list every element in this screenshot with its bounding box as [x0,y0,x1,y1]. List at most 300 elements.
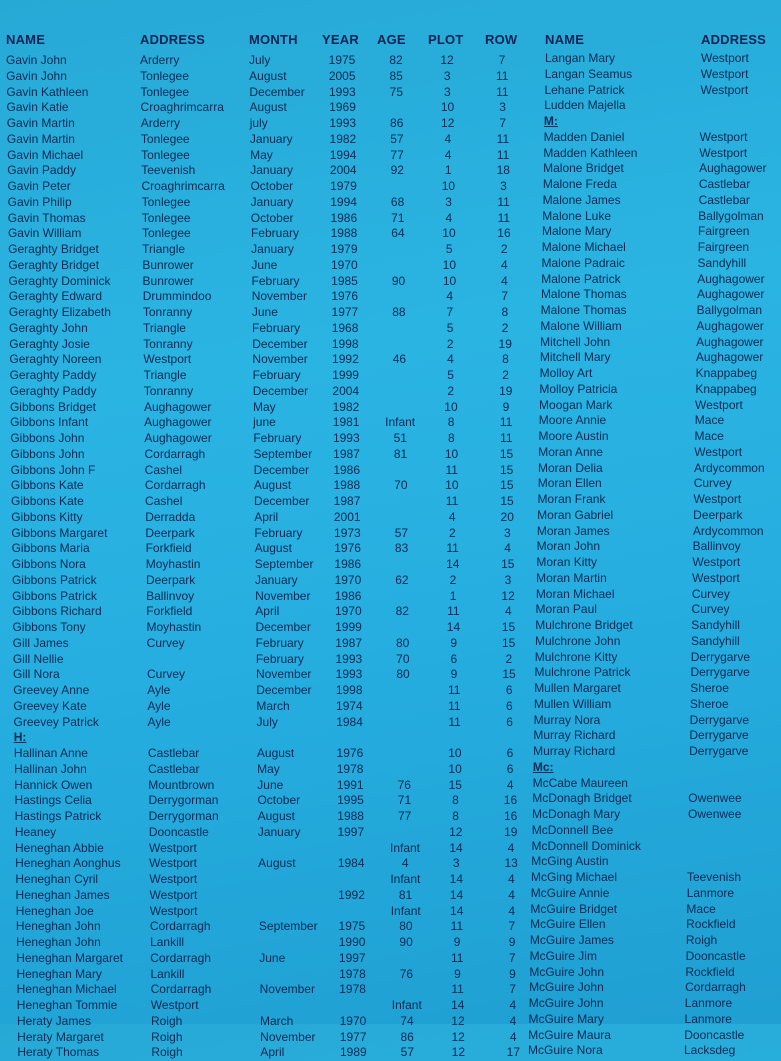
cell-row: 15 [501,635,516,650]
cell-row: 4 [509,1013,517,1028]
cell-row: 12 [501,588,515,603]
cell-age: 80 [395,635,410,650]
cell-month: August [258,856,296,871]
cell-address: Cordarragh [150,982,212,997]
cell-age: 85 [389,68,403,83]
right-table-row [0,681,781,697]
cell-name: McGuire Mary [528,1011,604,1026]
right-table-row [0,980,781,996]
cell-name: Murray Richard [533,728,616,743]
right-table-row [0,886,781,902]
cell-name: Mitchell Mary [539,350,611,365]
cell-address: Drummindoo [142,289,212,304]
right-table-row [0,539,781,555]
cell-name: Malone Thomas [540,303,627,317]
right-table-row [0,177,781,193]
cell-age: Infant [391,998,422,1012]
cell-plot: 4 [445,210,453,225]
cell-row: 7 [509,982,516,997]
cell-month: June [251,257,278,272]
cell-plot: 8 [447,415,455,430]
cell-name: Heaney [14,824,57,839]
cell-row: 4 [508,887,515,902]
right-table-row [0,83,781,99]
cell-name: Malone Thomas [540,287,627,302]
right-table-row [0,413,781,429]
cell-month: February [255,635,304,650]
cell-name: Gibbons Patrick [11,572,97,587]
cell-address: Aughagower [144,431,212,445]
cell-age: 81 [398,887,413,902]
cell-address: Lanmore [684,996,733,1010]
cell-plot: 10 [442,257,456,272]
cell-plot: 2 [449,572,457,587]
cell-month: August [256,746,295,760]
cell-plot: 14 [449,887,464,902]
right-table-row [0,949,781,965]
cell-plot: 8 [447,431,455,445]
cell-row: 11 [496,147,510,162]
cell-age: 77 [390,147,404,162]
right-table-row [0,713,781,729]
cell-address: Westport [149,887,198,902]
cell-name: Gavin Martin [6,131,75,146]
cell-address: Tonlegee [141,226,191,241]
right-table-row [0,618,781,634]
cell-month: October [250,210,294,225]
right-table-row [0,161,781,177]
cell-address: Cordarragh [144,478,206,493]
cell-address: Croaghrimcarra [140,100,224,115]
cell-row: 15 [499,462,514,477]
cell-row: 6 [506,761,514,776]
cell-age: 86 [390,116,404,130]
cell-plot: 8 [452,809,459,823]
header-plot: PLOT [428,32,464,47]
cell-address: Forkfield [146,604,193,619]
header-row-col: ROW [485,32,518,47]
cell-month: December [254,494,310,508]
cell-address: Sandyhill [691,618,740,632]
cell-row: 15 [499,446,514,461]
cell-plot: 10 [442,226,456,241]
right-table-row [0,146,781,162]
cell-plot: 12 [441,116,455,130]
cell-month: November [259,982,315,997]
cell-name: McGuire John [529,964,605,979]
cell-name: Moran Gabriel [537,507,614,522]
cell-month: January [249,131,293,146]
cell-name: McGuire Nora [527,1043,603,1058]
header-age: AGE [377,32,406,47]
cell-address: Castlebar [698,177,751,191]
cell-month: September [254,557,314,571]
cell-age: 76 [397,777,411,792]
cell-address: Tonlegee [140,84,190,99]
right-table-row [0,634,781,650]
cell-plot: 10 [445,478,459,493]
cell-year: 1969 [329,100,356,115]
cell-month: November [255,588,311,603]
cell-name: Moran Paul [535,602,597,617]
cell-row: 7 [498,53,506,67]
cell-plot: 10 [442,273,457,288]
cell-age: 82 [389,53,403,67]
cell-plot: 4 [444,147,452,162]
cell-address: Tonlegee [140,68,189,83]
cell-year: 1982 [332,399,360,414]
right-table-row [0,870,781,886]
cell-month: February [254,525,303,540]
cell-row: 16 [503,809,518,823]
cell-name: McGuire Bridget [530,901,618,916]
cell-address: Lanmore [684,1011,732,1026]
cell-name: Moran Delia [537,460,603,475]
cell-name: Gibbons John F [10,462,96,477]
cell-month: September [253,446,313,461]
cell-name: Heraty Margaret [17,1029,104,1044]
right-table-row [0,335,781,351]
right-table-row [0,1043,781,1059]
cell-address: Westport [699,129,748,144]
cell-plot: 12 [451,1045,465,1060]
cell-address: Rockfield [686,917,736,932]
cell-address: Curvey [693,476,732,491]
cell-name: Moran Frank [537,492,606,506]
cell-month: May [252,399,276,414]
cell-year: 2005 [328,68,356,83]
cell-name: Heneghan Mary [16,966,102,981]
cell-plot: 4 [448,509,456,524]
cell-plot: 9 [454,966,461,981]
cell-address: Aughagower [696,334,764,349]
cell-plot: 10 [441,179,456,193]
cell-name: Langan Seamus [544,66,633,81]
cell-month: June [259,950,286,965]
cell-address: Ballygolman [698,208,764,223]
cell-row: 11 [495,68,509,83]
cell-row: 9 [508,935,516,949]
cell-name: Gibbons John [10,446,85,461]
cell-name: Gill Nora [13,667,60,682]
cell-name: McDonnell Dominick [531,838,641,853]
cell-address: Aughagower [699,161,767,176]
right-table-row [0,114,781,130]
cell-address: Roigh [151,1029,183,1044]
cell-address: Sheroe [690,681,729,695]
cell-row: 2 [500,242,508,256]
cell-year: 1987 [333,494,361,508]
cell-row: 4 [501,273,508,288]
cell-row: 3 [504,525,511,540]
right-table-row [0,508,781,524]
cell-address: Tonlegee [141,210,191,225]
cell-row: 2 [502,368,509,382]
cell-row: 6 [506,746,514,760]
cell-month: November [252,352,308,367]
cell-month: February [253,431,302,445]
cell-address: Owenwee [688,791,742,806]
cell-month: May [257,761,280,776]
cell-plot: 14 [451,998,465,1012]
cell-name: Geraghty Paddy [9,383,97,398]
cell-row: 11 [500,431,513,445]
right-table-row [0,823,781,839]
cell-plot: 9 [450,667,458,682]
cell-name: Gavin Thomas [7,210,86,225]
cell-address: Triangle [143,320,186,335]
cell-plot: 1 [444,163,452,178]
cell-name: McGuire James [529,933,614,947]
right-table-row [0,350,781,366]
cell-address: Westport [701,51,749,65]
right-table-row [0,303,781,319]
cell-name: Geraghty Josie [9,336,90,351]
right-table-row [0,728,781,744]
right-table-row [0,524,781,540]
cell-name: Moogan Mark [539,397,613,412]
cell-address: Aughagower [144,415,212,430]
right-table-row [0,130,781,146]
cell-name: Hastings Celia [14,793,92,808]
cell-address: Knappabeg [695,381,757,396]
cell-name: McDonagh Mary [532,807,621,821]
cell-row: 8 [501,305,509,319]
cell-row: 20 [500,509,514,524]
cell-age: 68 [390,194,405,209]
cell-month: February [252,368,301,382]
cell-month: December [256,683,312,697]
cell-name: McGing Austin [531,854,609,869]
header-name: NAME [6,32,46,47]
cell-age: 62 [395,572,409,587]
cell-address: Curvey [147,667,186,682]
cell-year: 1976 [336,746,364,760]
cell-plot: 11 [450,919,464,934]
cell-age: 51 [393,431,407,445]
cell-plot: 11 [448,714,461,729]
cell-address: Westport [695,397,743,412]
right-table-row [0,67,781,83]
cell-name: Mulchrone John [535,633,621,648]
cell-row: 19 [499,383,513,398]
cell-address: Derrygarve [690,665,750,680]
cell-address: Croaghrimcarra [141,179,225,193]
cell-row: 11 [496,131,510,146]
cell-year: 1986 [334,588,362,603]
cell-address: Lankill [150,966,185,981]
cell-address: Lanmore [686,885,735,900]
cell-plot: 7 [446,305,454,319]
cell-address: Dooncastle [684,1027,745,1042]
cell-plot: 10 [444,399,458,414]
cell-age: 90 [391,273,406,288]
cell-row: 7 [501,289,509,304]
cell-plot: 14 [449,872,464,886]
cell-name: Heraty Thomas [17,1045,100,1060]
cell-address: Derrygarve [689,744,749,758]
cell-name: Geraghty Elizabeth [8,305,111,319]
cell-year: 1968 [331,320,359,335]
cell-name: Heneghan Abbie [15,840,104,855]
cell-age: 70 [394,478,408,493]
cell-year: 1984 [337,856,365,871]
cell-name: Gibbons Maria [11,541,90,556]
right-table-row [0,1012,781,1028]
cell-month: January [251,242,294,256]
cell-name: Gibbons Kate [11,494,84,508]
right-table-row [0,933,781,949]
cell-row: 15 [500,478,514,493]
cell-name: Molloy Patricia [539,381,618,396]
header-address-right: ADDRESS [701,32,766,47]
cell-month: August [254,541,292,556]
cell-address: Ayle [147,698,171,713]
cell-age: Infant [390,903,421,918]
cell-year: 1993 [329,84,356,99]
header-year: YEAR [322,32,359,47]
cell-month: April [255,604,280,619]
cell-plot: 11 [447,683,461,697]
cell-year: 1976 [334,541,361,556]
cell-row: 4 [509,998,517,1012]
cell-name: Moore Austin [538,429,609,443]
cell-plot: 11 [447,604,460,619]
cell-month: January [250,163,293,178]
cell-address: Derrygorman [148,793,219,808]
cell-name: Gavin William [7,226,82,241]
cell-address: Sheroe [689,696,729,711]
cell-name: Moran Anne [538,444,603,459]
cell-address: Deerpark [145,525,195,540]
cell-month: July [249,53,271,67]
cell-name: Gibbons Richard [12,604,102,619]
cell-name: Mulchrone Kitty [534,649,618,664]
cell-plot: 4 [446,289,454,304]
cell-address: Mountbrown [148,777,215,792]
cell-name: Molloy Art [539,366,593,380]
cell-age: 57 [400,1045,414,1060]
cell-address: Roigh [150,1013,183,1028]
cell-age: 57 [390,131,404,146]
cell-address: Aughagower [696,318,764,333]
cell-year: 1979 [330,179,357,193]
cell-name: Malone Freda [542,177,617,191]
cell-plot: 3 [444,84,451,99]
right-table-row [0,319,781,335]
cell-name: Geraghty Noreen [9,352,102,367]
cell-name: McDonnell Bee [531,822,614,837]
right-table-row [0,791,781,807]
cell-row: 11 [497,194,510,209]
right-table-row [0,445,781,461]
cell-address: Tonlegee [140,131,190,146]
cell-plot: 4 [447,352,454,367]
cell-age: 46 [392,352,407,367]
cell-plot: 11 [446,541,459,556]
cell-address: Dooncastle [685,948,746,963]
cell-plot: 2 [446,336,454,351]
cell-row: 15 [501,620,516,634]
cell-age: 71 [391,210,405,225]
cell-name: H: [13,730,27,745]
cell-name: Mc: [532,759,554,774]
cell-address: Arderry [140,116,181,130]
cell-name: Mullen William [533,696,612,711]
cell-address: Dooncastle [148,824,209,839]
cell-name: Gill Nellie [12,651,64,666]
cell-plot: 2 [447,383,455,398]
cell-name: Moran Kitty [536,555,598,569]
right-table-row [0,240,781,256]
cell-address: Deerpark [693,507,743,522]
cell-name: Greevey Kate [13,698,87,713]
cell-year: 1978 [339,982,366,997]
cell-address: Castlebar [148,761,200,776]
cell-address: Deerpark [145,572,196,587]
cell-address: Roigh [151,1045,183,1060]
right-table-row [0,854,781,870]
header-name-right: NAME [545,32,585,47]
cell-address: Knappabeg [695,366,757,380]
cell-month: January [257,824,301,839]
cell-name: Heneghan John [15,919,101,934]
cell-plot: 11 [445,494,459,508]
cell-month: August [249,100,287,115]
cell-year: 1988 [330,226,358,241]
cell-plot: 12 [449,824,463,839]
cell-row: 13 [504,856,518,871]
cell-name: Heneghan Tommie [16,998,118,1012]
cell-row: 4 [508,903,516,918]
cell-plot: 11 [445,462,458,477]
right-table-row [0,760,781,776]
cell-address: Cordarragh [150,950,211,965]
cell-name: McGuire John [528,996,604,1010]
cell-name: Gibbons Nora [11,557,86,571]
right-table-row [0,555,781,571]
cell-name: Langan Mary [545,51,616,65]
cell-month: February [252,320,301,335]
cell-age: 71 [397,793,412,808]
cell-year: 1995 [337,793,364,808]
cell-year: 1998 [331,336,359,351]
cell-name: McGuire Maura [528,1027,611,1042]
cell-name: Heneghan Margaret [16,950,123,965]
cell-plot: 12 [451,1013,465,1028]
cell-month: November [256,667,312,682]
right-table-row [0,256,781,272]
cell-row: 4 [509,1029,517,1044]
cell-month: November [260,1029,316,1044]
cell-name: Geraghty Paddy [9,368,97,382]
right-table-row [0,965,781,981]
cell-year: 1979 [330,242,358,256]
cell-address: Curvey [691,602,730,617]
cell-address: Roigh [685,933,718,947]
cell-year: 1986 [330,210,358,225]
cell-row: 6 [506,698,513,713]
cell-age: 57 [394,525,409,540]
cell-age: 82 [395,604,409,619]
cell-row: 6 [506,714,513,729]
cell-name: Mulchrone Bridget [535,618,633,632]
cell-month: December [253,462,310,477]
cell-name: McGuire Ellen [530,917,606,932]
cell-year: 1998 [335,683,363,697]
cell-year: 1970 [334,604,362,619]
cell-name: M: [543,114,558,128]
